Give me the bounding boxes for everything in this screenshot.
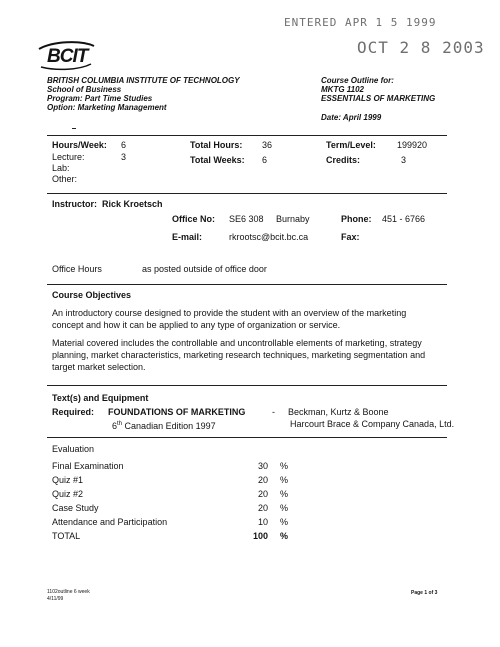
evaluation-total-unit: % bbox=[280, 531, 289, 541]
lecture-value: 3 bbox=[121, 152, 127, 162]
fax-label: Fax: bbox=[341, 232, 360, 242]
texts-heading: Text(s) and Equipment bbox=[52, 393, 149, 403]
email-label: E-mail: bbox=[172, 232, 203, 242]
evaluation-item-label: Final Examination bbox=[52, 461, 124, 471]
course-title: ESSENTIALS OF MARKETING bbox=[321, 94, 436, 103]
lab-label: Lab: bbox=[52, 163, 70, 173]
office-label: Office No: bbox=[172, 214, 216, 224]
school-name: School of Business bbox=[47, 85, 122, 94]
evaluation-item-value: 20 bbox=[257, 489, 268, 499]
total-hours-value: 36 bbox=[262, 140, 273, 150]
book-publisher: Harcourt Brace & Company Canada, Ltd. bbox=[290, 419, 455, 429]
evaluation-item-unit: % bbox=[280, 503, 289, 513]
objectives-heading: Course Objectives bbox=[52, 290, 132, 300]
stray-mark bbox=[72, 128, 76, 129]
email-value: rkrootsc@bcit.bc.ca bbox=[229, 232, 309, 242]
office-value: SE6 308 bbox=[229, 214, 264, 224]
course-code: MKTG 1102 bbox=[321, 85, 364, 94]
lecture-label: Lecture: bbox=[52, 152, 85, 162]
phone-value: 451 - 6766 bbox=[382, 214, 426, 224]
divider bbox=[47, 385, 447, 386]
edition-text: Canadian Edition 1997 bbox=[124, 421, 216, 431]
hours-week-label: Hours/Week: bbox=[52, 140, 107, 150]
evaluation-total-label: TOTAL bbox=[52, 531, 81, 541]
edition-suffix: th bbox=[117, 421, 123, 427]
credits-value: 3 bbox=[401, 155, 407, 165]
entered-stamp: ENTERED APR 1 5 1999 bbox=[284, 16, 437, 29]
program-name: Program: Part Time Studies bbox=[47, 94, 153, 103]
bcit-logo bbox=[35, 40, 97, 72]
received-date-stamp: OCT 2 8 2003 bbox=[357, 38, 485, 57]
total-weeks-value: 6 bbox=[262, 155, 268, 165]
book-authors: Beckman, Kurtz & Boone bbox=[288, 407, 389, 417]
evaluation-heading: Evaluation bbox=[52, 444, 95, 454]
objectives-paragraph-2: Material covered includes the controllable and uncontrollable elements of marketing, strategy planning, market characteristics, marketing research techniques, marketing segmentation and target market selection. bbox=[52, 338, 426, 372]
other-label: Other: bbox=[52, 174, 78, 184]
edition-number: 6 bbox=[112, 421, 118, 431]
divider bbox=[47, 193, 447, 194]
course-outline-label: Course Outline for: bbox=[321, 76, 394, 85]
campus-value: Burnaby bbox=[276, 214, 310, 224]
evaluation-item-value: 10 bbox=[257, 517, 268, 527]
evaluation-item-value: 20 bbox=[257, 503, 268, 513]
evaluation-item-label: Attendance and Participation bbox=[52, 517, 168, 527]
evaluation-item-unit: % bbox=[280, 517, 289, 527]
logo-text: BCIT bbox=[47, 46, 88, 67]
evaluation-item-unit: % bbox=[280, 475, 289, 485]
course-date: Date: April 1999 bbox=[321, 113, 382, 122]
book-edition bbox=[112, 419, 216, 432]
office-hours-label: Office Hours bbox=[52, 264, 102, 274]
divider bbox=[47, 135, 447, 136]
required-label: Required: bbox=[52, 407, 95, 417]
term-value: 199920 bbox=[397, 140, 428, 150]
evaluation-item-label: Quiz #1 bbox=[52, 475, 84, 485]
term-label: Term/Level: bbox=[326, 140, 376, 150]
evaluation-total-value: 100 bbox=[252, 531, 268, 541]
credits-label: Credits: bbox=[326, 155, 361, 165]
total-hours-label: Total Hours: bbox=[190, 140, 243, 150]
objectives-paragraph-1: An introductory course designed to provide the student with an overview of the marketing concept and how it can be applied to any type of organization or service. bbox=[52, 308, 407, 330]
evaluation-item-label: Case Study bbox=[52, 503, 99, 513]
footer-page-number: Page 1 of 3 bbox=[411, 590, 438, 596]
institution-name: BRITISH COLUMBIA INSTITUTE OF TECHNOLOGY bbox=[47, 76, 240, 85]
phone-label: Phone: bbox=[341, 214, 372, 224]
evaluation-item-unit: % bbox=[280, 489, 289, 499]
instructor-label: Instructor: bbox=[52, 199, 97, 209]
option-name: Option: Marketing Management bbox=[47, 103, 167, 112]
evaluation-item-label: Quiz #2 bbox=[52, 489, 84, 499]
evaluation-item-unit: % bbox=[280, 461, 289, 471]
book-title: FOUNDATIONS OF MARKETING bbox=[108, 407, 246, 417]
evaluation-item-value: 20 bbox=[257, 475, 268, 485]
office-hours-value: as posted outside of office door bbox=[142, 264, 267, 274]
footer-date: 4/11/99 bbox=[47, 596, 64, 602]
evaluation-item-value: 30 bbox=[257, 461, 268, 471]
hours-week-value: 6 bbox=[121, 140, 127, 150]
total-weeks-label: Total Weeks: bbox=[190, 155, 245, 165]
divider bbox=[47, 437, 447, 438]
title-dash: - bbox=[272, 407, 275, 417]
instructor-name: Rick Kroetsch bbox=[102, 199, 163, 209]
footer-file-name: 1102outline 6 week bbox=[47, 589, 90, 595]
divider bbox=[47, 284, 447, 285]
